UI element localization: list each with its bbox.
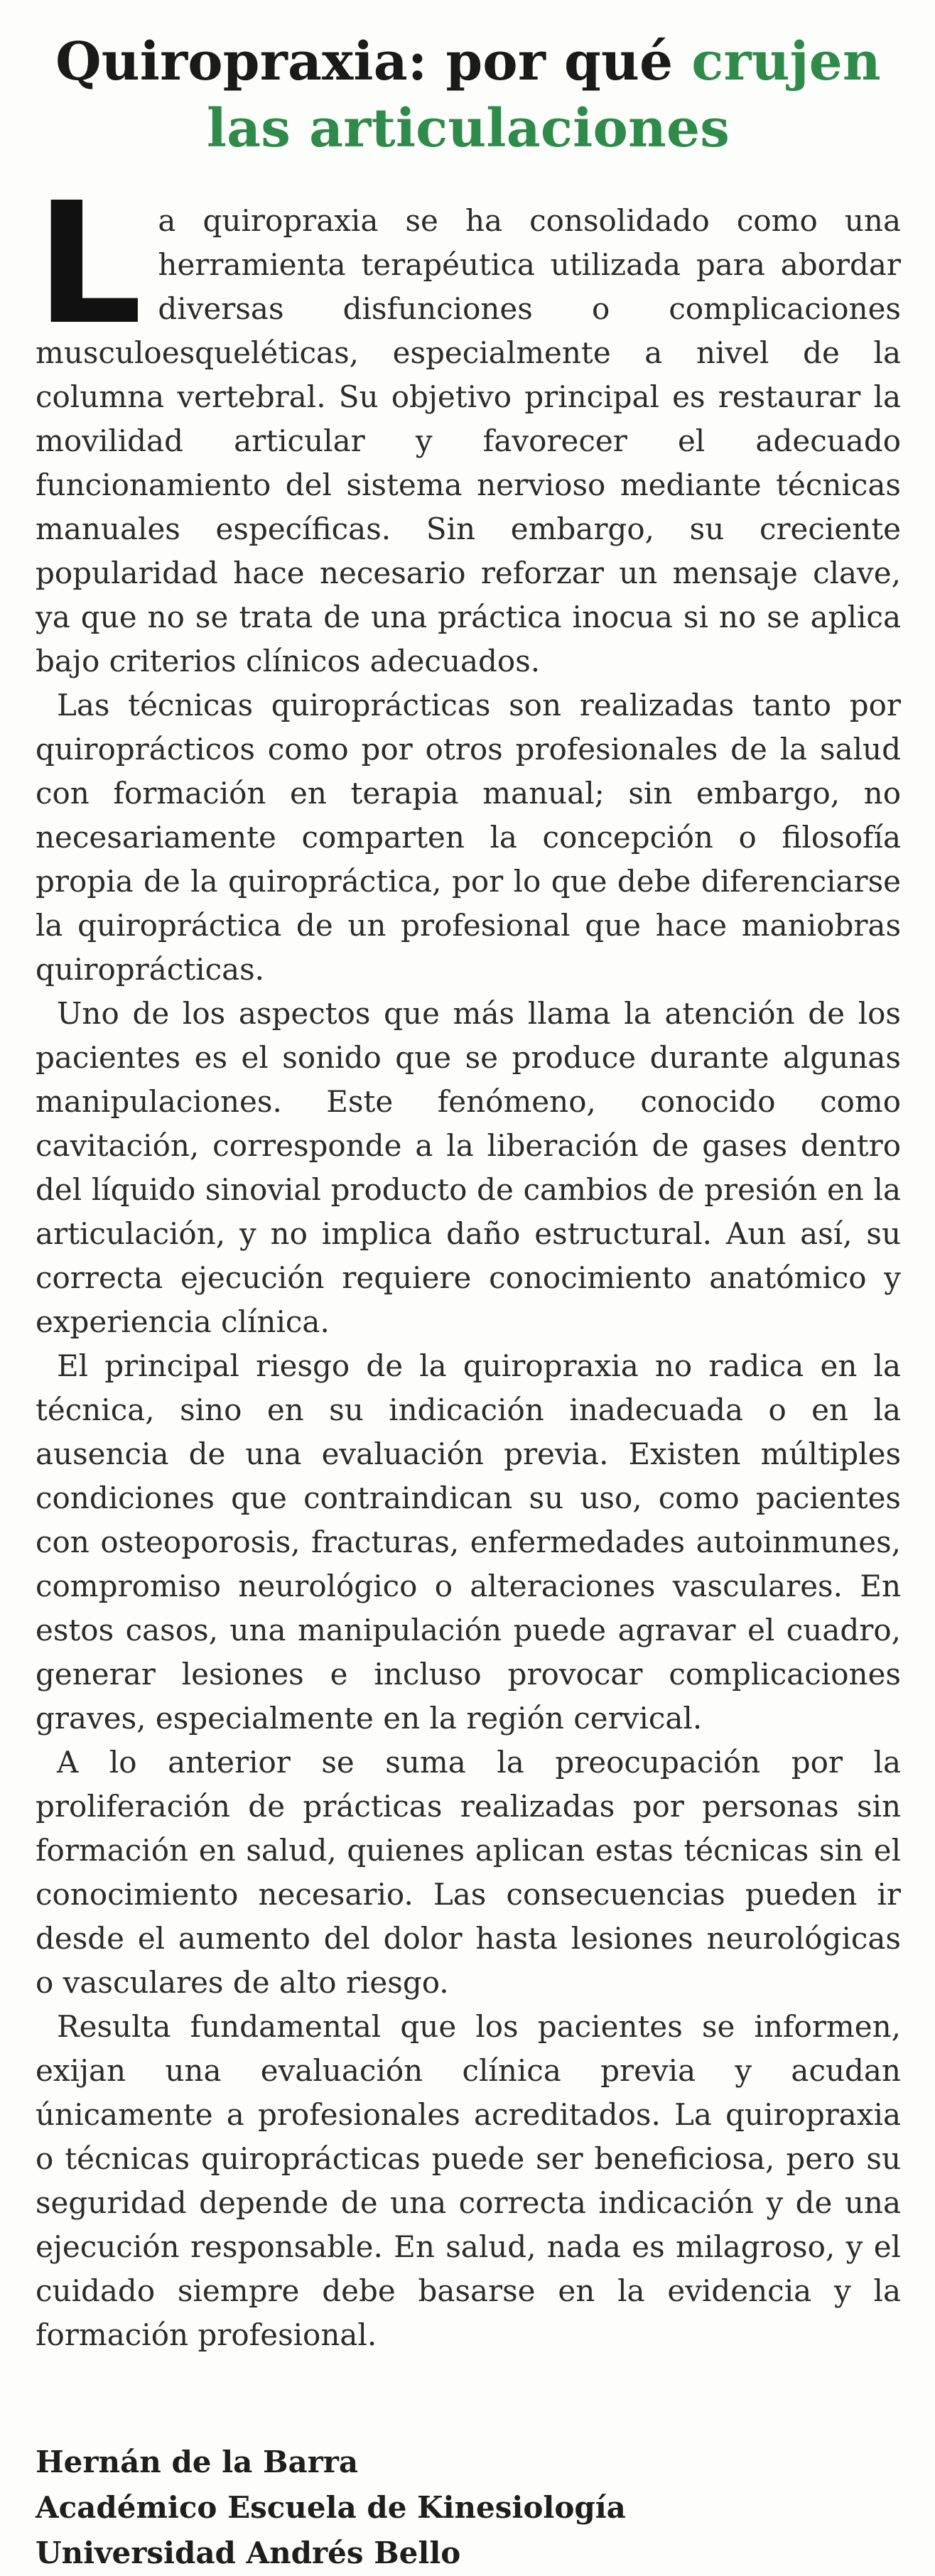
headline-accent-text: crujen las articulaciones	[206, 31, 881, 159]
headline-dark-text: Quiropraxia: por qué	[55, 31, 692, 92]
headline	[36, 28, 901, 162]
article-paragraph-6: Resulta fundamental que los pacientes se informen, exijan una evaluación clínica previa y acudan únicamente a profesionales acreditados. La quiropraxia o técnicas quiroprácticas puede ser beneficiosa, pero su seguridad depende de una correcta indicación y de una ejecución responsable. En salud, nada es milagroso, y el cuidado siempre debe basarse en la evidencia y la formación profesional.	[36, 2009, 901, 2352]
article-paragraph-3: Uno de los aspectos que más llama la atención de los pacientes es el sonido que se produce durante algunas manipulaciones. Este fenómeno, conocido como cavitación, corresponde a la liberación de gases dentro del líquido sinovial producto de cambios de presión en la articulación, y no implica daño estructural. Aun así, su correcta ejecución requiere conocimiento anatómico y experiencia clínica.	[36, 996, 901, 1339]
author-name: Hernán de la Barra	[36, 2445, 359, 2479]
article-paragraph-5: A lo anterior se suma la preocupación por la proliferación de prácticas realizadas por personas sin formación en salud, quienes aplican estas técnicas sin el conocimiento necesario. Las consecuencias pueden ir desde el aumento del dolor hasta lesiones neurológicas o vasculares de alto riesgo.	[36, 1745, 901, 2000]
article-paragraph-4: El principal riesgo de la quiropraxia no radica en la técnica, sino en su indicación inadecuada o en la ausencia de una evaluación previa. Existen múltiples condiciones que contraindican su uso, como pacientes con osteoporosis, fracturas, enfermedades autoinmunes, compromiso neurológico o alteraciones vasculares. En estos casos, una manipulación puede agravar el cuadro, generar lesiones e incluso provocar complicaciones graves, especialmente en la región cervical.	[36, 1348, 901, 1736]
article-paragraph-2: Las técnicas quiroprácticas son realizadas tanto por quiroprácticos como por otros profesionales de la salud con formación en terapia manual; sin embargo, no necesariamente comparten la concepción o filosofía propia de la quiropráctica, por lo que debe diferenciarse la quiropráctica de un profesional que hace maniobras quiroprácticas.	[36, 688, 901, 987]
article-paragraph-1	[36, 166, 901, 683]
author-institution: Universidad Andrés Bello	[36, 2536, 461, 2570]
drop-cap: L	[36, 166, 143, 362]
author-signature	[36, 2440, 901, 2576]
article-body	[36, 166, 901, 2357]
paragraph-text: a quiropraxia se ha consolidado como una herramienta terapéutica utilizada para abordar diversas disfunciones o complicaciones musculoesqueléticas, especialmente a nivel de la columna vertebral. Su objetivo principal es restaurar la movilidad articular y favorecer el adecuado funcionamiento del sistema nervioso mediante técnicas manuales específicas. Sin embargo, su creciente popularidad hace necesario reforzar un mensaje clave, ya que no se trata de una práctica inocua si no se aplica bajo criterios clínicos adecuados.	[36, 203, 901, 678]
author-role: Académico Escuela de Kinesiología	[36, 2490, 626, 2525]
